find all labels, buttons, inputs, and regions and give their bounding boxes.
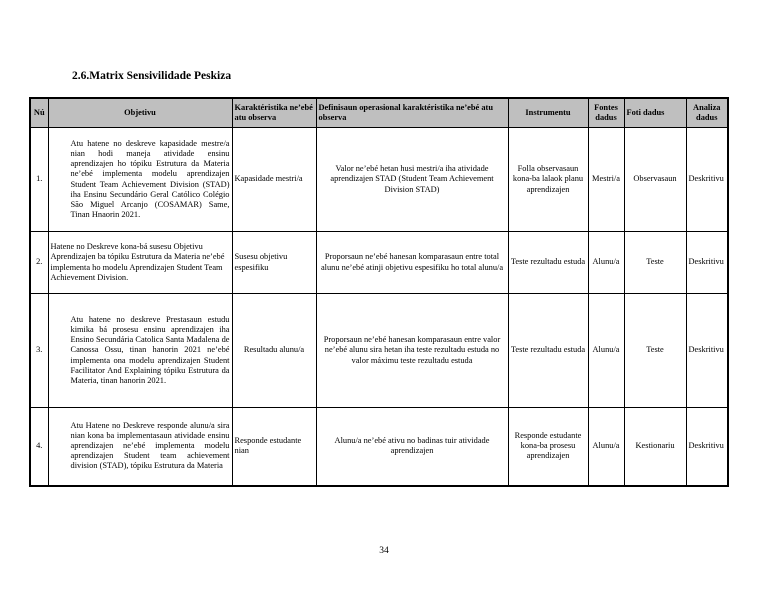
fontes-cell: Alunu/a <box>588 232 624 294</box>
row-number: 3. <box>30 294 48 408</box>
table-row <box>30 294 728 408</box>
definisaun-cell: Alunu/a ne’ebé ativu no badinas tuir atividade aprendizajen <box>316 408 508 486</box>
objetivu-cell: Atu Hatene no Deskreve responde alunu/a sira nian kona ba implementasaun atividade ensinu aprendizajen ne’ebé implementa modelu aprendizajen Student team achievement division (STAD), tópiku Estrutura da Materia <box>48 408 232 486</box>
section-title: 2.6.Matrix Sensivilidade Peskiza <box>72 70 232 82</box>
objetivu-cell: Hatene no Deskreve kona-bá susesu Objetivu Aprendizajen ba tópiku Estrutura da Materia ne’ebé implementa ho modelu Aprendizajen Student Team Achievement Division. <box>48 232 232 294</box>
sensitivity-matrix-table <box>29 97 729 487</box>
table-row <box>30 232 728 294</box>
foti-cell: Observasaun <box>624 128 686 232</box>
header-foti: Foti dadus <box>624 98 686 128</box>
karakteristika-cell: Resultadu alunu/a <box>232 294 316 408</box>
foti-cell: Teste <box>624 232 686 294</box>
instrumentu-cell: Teste rezultadu estuda <box>508 294 588 408</box>
table-header-row <box>30 98 728 128</box>
objetivu-cell: Atu hatene no deskreve Prestasaun estudu kimika bá prosesu ensinu aprendizajen iha Ensino Secundária Catolica Santa Madalena de Canossa Ossu, tinan hanorin 2021 ne’ebé implementa ona modelu aprendizajen Student Facilitator And Explaining tópiku Estrutura da Materia, tinan hanorin 2021. <box>48 294 232 408</box>
karakteristika-cell: Kapasidade mestri/a <box>232 128 316 232</box>
definisaun-cell: Proporsaun ne’ebé hanesan komparasaun entre total alunu ne’ebé atinji objetivu espesifiku ho total alunu/a <box>316 232 508 294</box>
header-fontes: Fontes dadus <box>588 98 624 128</box>
header-nu: Nú <box>30 98 48 128</box>
karakteristika-cell: Susesu objetivu espesifiku <box>232 232 316 294</box>
instrumentu-cell: Teste rezultadu estuda <box>508 232 588 294</box>
analiza-cell: Deskritivu <box>686 408 728 486</box>
page-number: 34 <box>379 546 389 556</box>
foti-cell: Kestionariu <box>624 408 686 486</box>
header-analiza: Analiza dadus <box>686 98 728 128</box>
header-instrumentu: Instrumentu <box>508 98 588 128</box>
row-number: 2. <box>30 232 48 294</box>
karakteristika-cell: Responde estudante nian <box>232 408 316 486</box>
header-karakteristika: Karaktéristika ne’ebé atu observa <box>232 98 316 128</box>
foti-cell: Teste <box>624 294 686 408</box>
analiza-cell: Deskritivu <box>686 232 728 294</box>
fontes-cell: Mestri/a <box>588 128 624 232</box>
header-definisaun: Definisaun operasional karaktéristika ne’ebé atu observa <box>316 98 508 128</box>
objetivu-cell: Atu hatene no deskreve kapasidade mestre/a nian hodi maneja atividade ensinu aprendizajen ho tópiku Estrutura da Materia ne’ebé implementa modelu aprendizajen Student Team Achievement Division (STAD) iha Ensinu Secundário Geral Católico Colégio São Miguel Arcanjo (COSAMAR) Same, Tinan Hnaorin 2021. <box>48 128 232 232</box>
definisaun-cell: Proporsaun ne’ebé hanesan komparasaun entre valor ne’ebé alunu sira hetan iha teste rezultadu estuda no valor máximu teste rezultadu estuda <box>316 294 508 408</box>
fontes-cell: Alunu/a <box>588 408 624 486</box>
analiza-cell: Deskritivu <box>686 294 728 408</box>
table-row <box>30 128 728 232</box>
row-number: 4. <box>30 408 48 486</box>
definisaun-cell: Valor ne’ebé hetan husi mestri/a iha atividade aprendizajen STAD (Student Team Achievement Division STAD) <box>316 128 508 232</box>
instrumentu-cell: Responde estudante kona-ba prosesu aprendizajen <box>508 408 588 486</box>
row-number: 1. <box>30 128 48 232</box>
analiza-cell: Deskritivu <box>686 128 728 232</box>
instrumentu-cell: Folla observasaun kona-ba lalaok planu aprendizajen <box>508 128 588 232</box>
header-objetivu: Objetivu <box>48 98 232 128</box>
table-row <box>30 408 728 486</box>
fontes-cell: Alunu/a <box>588 294 624 408</box>
